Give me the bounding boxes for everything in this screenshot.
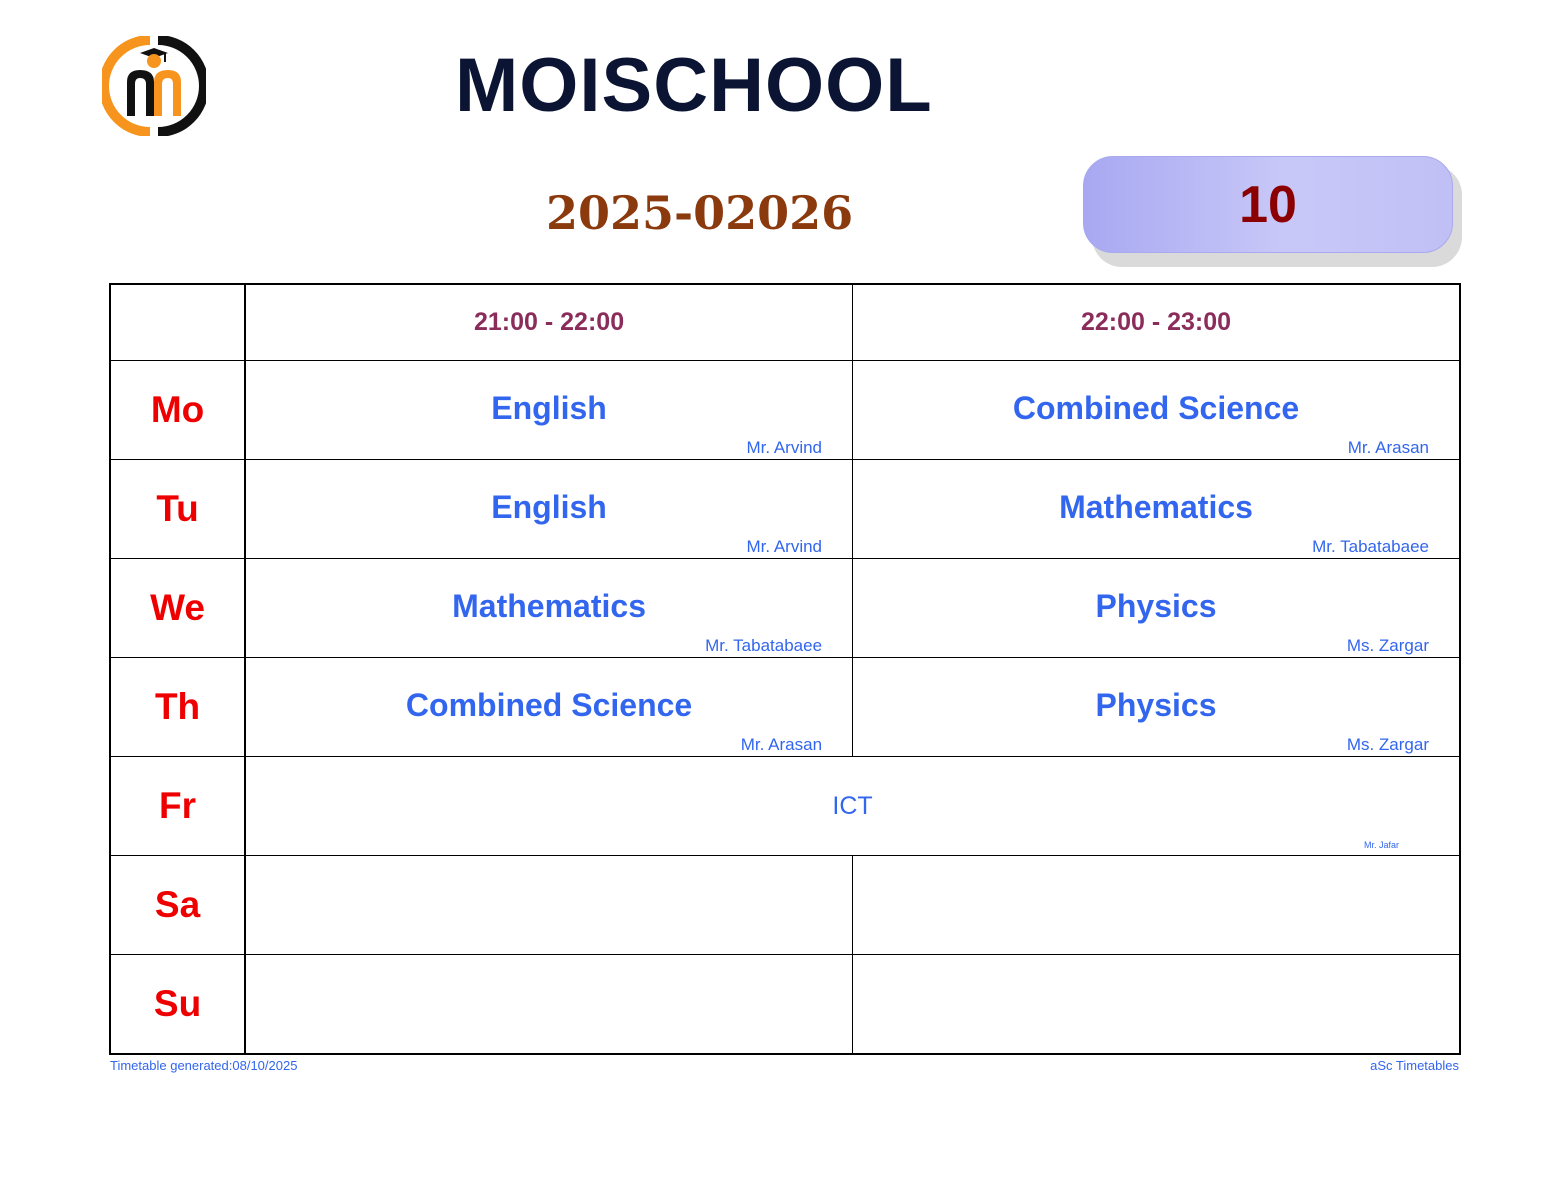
lesson-teacher: Mr. Arvind [746, 537, 823, 556]
period-label: 21:00 - 22:00 [474, 308, 625, 336]
lesson-teacher: Ms. Zargar [1346, 735, 1429, 754]
day-row [110, 757, 1460, 856]
lesson-cell [853, 658, 1460, 757]
lesson-teacher: Mr. Jafar [1363, 840, 1399, 850]
school-title: MOISCHOOL [455, 43, 933, 128]
day-row [110, 658, 1460, 757]
lesson-subject: Combined Science [1012, 390, 1300, 426]
lesson-subject: English [491, 390, 607, 426]
software-credit: aSc Timetables [1370, 1058, 1459, 1073]
lesson-cell-double [245, 757, 1460, 856]
day-cell [110, 856, 245, 955]
day-label: Su [153, 983, 202, 1024]
day-row [110, 856, 1460, 955]
period-header-row [110, 284, 1460, 361]
lesson-cell [245, 658, 852, 757]
period-header [245, 284, 852, 361]
moischool-logo-icon [102, 36, 206, 136]
day-label: Fr [159, 785, 197, 826]
day-row [110, 460, 1460, 559]
lesson-teacher: Mr. Arasan [1347, 438, 1429, 457]
academic-year: 2025-02026 [546, 186, 854, 240]
lesson-subject: Mathematics [1059, 489, 1253, 525]
day-cell [110, 559, 245, 658]
day-row [110, 955, 1460, 1055]
period-header [853, 284, 1460, 361]
day-row [110, 361, 1460, 460]
empty-lesson-cell [853, 955, 1460, 1055]
lesson-cell [245, 559, 852, 658]
day-cell [110, 955, 245, 1055]
lesson-cell [853, 361, 1460, 460]
lesson-subject: Combined Science [405, 687, 693, 723]
lesson-cell [245, 361, 852, 460]
period-label: 22:00 - 23:00 [1080, 308, 1232, 336]
empty-lesson-cell [245, 856, 852, 955]
day-cell [110, 757, 245, 856]
day-row [110, 559, 1460, 658]
corner-cell [110, 284, 245, 361]
lesson-teacher: Mr. Tabatabaee [705, 636, 823, 655]
lesson-subject: Physics [1095, 588, 1217, 624]
lesson-subject: English [491, 489, 607, 525]
lesson-subject: ICT [832, 792, 873, 820]
lesson-subject: Mathematics [452, 588, 646, 624]
lesson-teacher: Ms. Zargar [1346, 636, 1429, 655]
lesson-cell [853, 559, 1460, 658]
day-label: Mo [150, 389, 205, 430]
day-cell [110, 361, 245, 460]
lesson-cell [853, 460, 1460, 559]
day-label: Sa [154, 884, 201, 925]
lesson-subject: Physics [1095, 687, 1217, 723]
day-label: Tu [156, 488, 199, 529]
day-cell [110, 658, 245, 757]
empty-lesson-cell [853, 856, 1460, 955]
generated-date: Timetable generated:08/10/2025 [110, 1058, 298, 1073]
lesson-teacher: Mr. Arasan [740, 735, 823, 754]
timetable [109, 283, 1461, 1055]
lesson-teacher: Mr. Tabatabaee [1312, 537, 1429, 556]
empty-lesson-cell [245, 955, 852, 1055]
day-label: Th [154, 686, 201, 727]
class-badge [1083, 156, 1453, 253]
lesson-cell [245, 460, 852, 559]
day-cell [110, 460, 245, 559]
lesson-teacher: Mr. Arvind [746, 438, 823, 457]
day-label: We [150, 587, 205, 628]
class-name: 10 [1239, 175, 1297, 234]
